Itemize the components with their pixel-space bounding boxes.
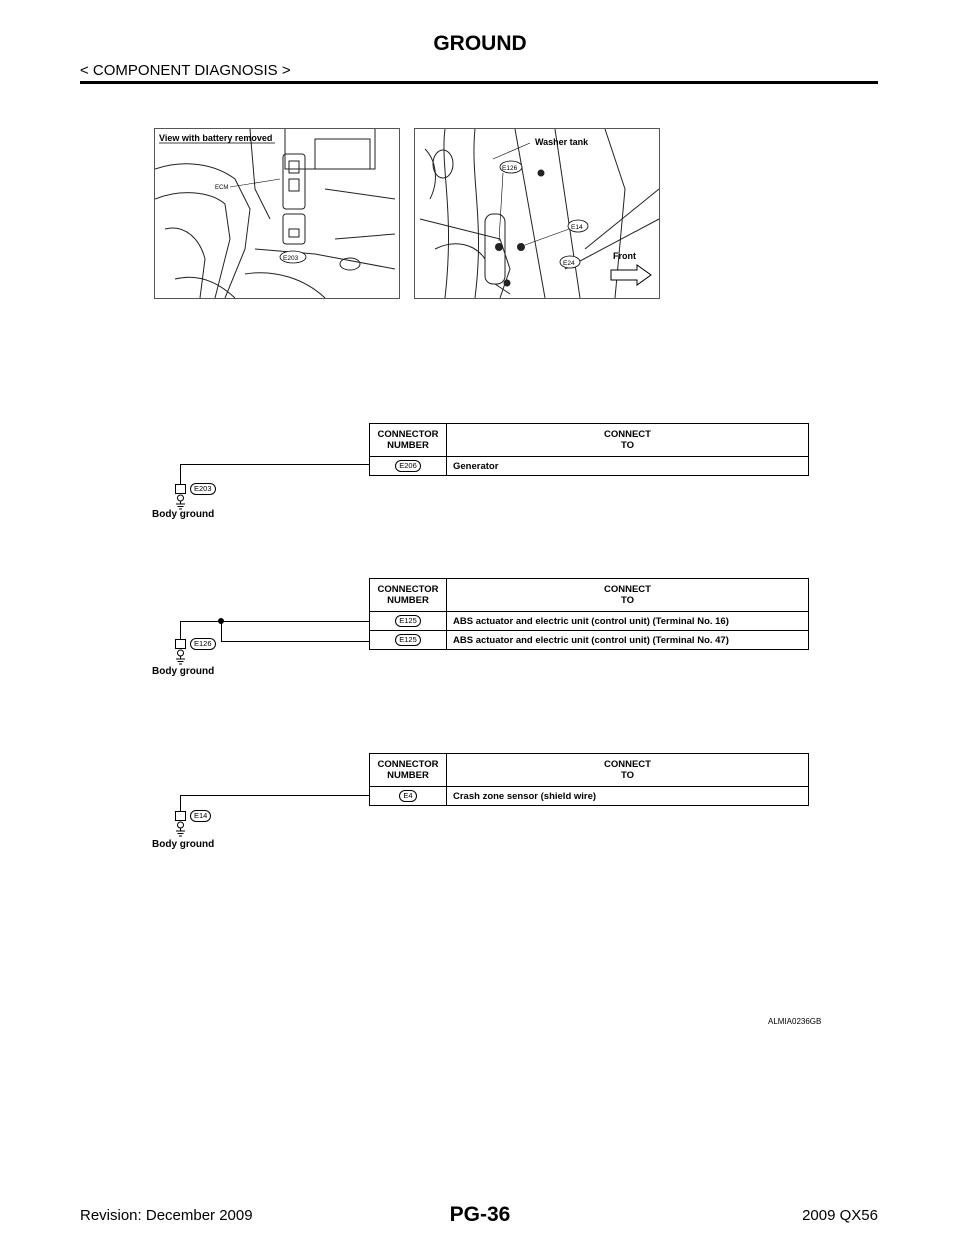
ground-label: Body ground bbox=[152, 839, 215, 850]
figure-reference-code: ALMIA0236GB bbox=[768, 1017, 822, 1026]
engine-bay-illustration-right bbox=[414, 128, 660, 299]
connector-table-e203 bbox=[369, 423, 809, 476]
section-label: < COMPONENT DIAGNOSIS > bbox=[80, 62, 291, 79]
ground-label: Body ground bbox=[152, 509, 215, 520]
ground-wire-e126-b bbox=[221, 621, 370, 642]
front-label: Front bbox=[613, 251, 636, 261]
column-header-connector: CONNECTOR NUMBER bbox=[370, 754, 447, 787]
connect-to-cell: ABS actuator and electric unit (control unit) (Terminal No. 16) bbox=[447, 612, 809, 631]
ground-label: Body ground bbox=[152, 666, 215, 677]
column-header-connect-to: CONNECT TO bbox=[447, 579, 809, 612]
page-title: GROUND bbox=[433, 32, 527, 55]
front-arrow-icon bbox=[611, 265, 651, 285]
ground-wire-e14 bbox=[180, 795, 370, 812]
connector-badge: E4 bbox=[399, 790, 416, 802]
left-figure-caption: View with battery removed bbox=[159, 133, 273, 143]
right-connector-label-3: E24 bbox=[563, 260, 575, 267]
connector-badge: E206 bbox=[395, 460, 421, 472]
column-header-connect-to: CONNECT TO bbox=[447, 754, 809, 787]
footer-model: 2009 QX56 bbox=[802, 1207, 878, 1224]
engine-bay-drawing-right bbox=[415, 129, 659, 298]
connect-to-cell: Generator bbox=[447, 457, 809, 476]
connector-badge: E125 bbox=[395, 634, 421, 646]
connector-table-e14 bbox=[369, 753, 809, 806]
column-header-connector: CONNECTOR NUMBER bbox=[370, 424, 447, 457]
connector-badge: E125 bbox=[395, 615, 421, 627]
header-rule bbox=[80, 81, 878, 84]
connector-table-e126 bbox=[369, 578, 809, 650]
connect-to-cell: Crash zone sensor (shield wire) bbox=[447, 787, 809, 806]
ground-connector-badge: E14 bbox=[190, 810, 211, 822]
wire-junction-dot bbox=[218, 618, 224, 624]
connect-to-cell: ABS actuator and electric unit (control unit) (Terminal No. 47) bbox=[447, 631, 809, 650]
table-row bbox=[370, 631, 809, 650]
right-connector-label-2: E14 bbox=[571, 224, 583, 231]
ecm-label: ECM bbox=[215, 185, 229, 191]
right-connector-label-1: E126 bbox=[502, 165, 518, 172]
ground-symbol-icon bbox=[175, 811, 189, 842]
table-row bbox=[370, 787, 809, 806]
footer-page-number: PG-36 bbox=[449, 1203, 511, 1226]
ground-wire-e203 bbox=[180, 464, 370, 485]
ground-connector-badge: E203 bbox=[190, 483, 216, 495]
footer-revision: Revision: December 2009 bbox=[80, 1207, 253, 1224]
engine-bay-drawing-left bbox=[155, 129, 399, 298]
column-header-connector: CONNECTOR NUMBER bbox=[370, 579, 447, 612]
engine-bay-illustration-left bbox=[154, 128, 400, 299]
right-figure-caption: Washer tank bbox=[535, 137, 589, 147]
ground-connector-badge: E126 bbox=[190, 638, 216, 650]
table-row bbox=[370, 612, 809, 631]
left-connector-label: E203 bbox=[283, 255, 299, 262]
table-row bbox=[370, 457, 809, 476]
column-header-connect-to: CONNECT TO bbox=[447, 424, 809, 457]
